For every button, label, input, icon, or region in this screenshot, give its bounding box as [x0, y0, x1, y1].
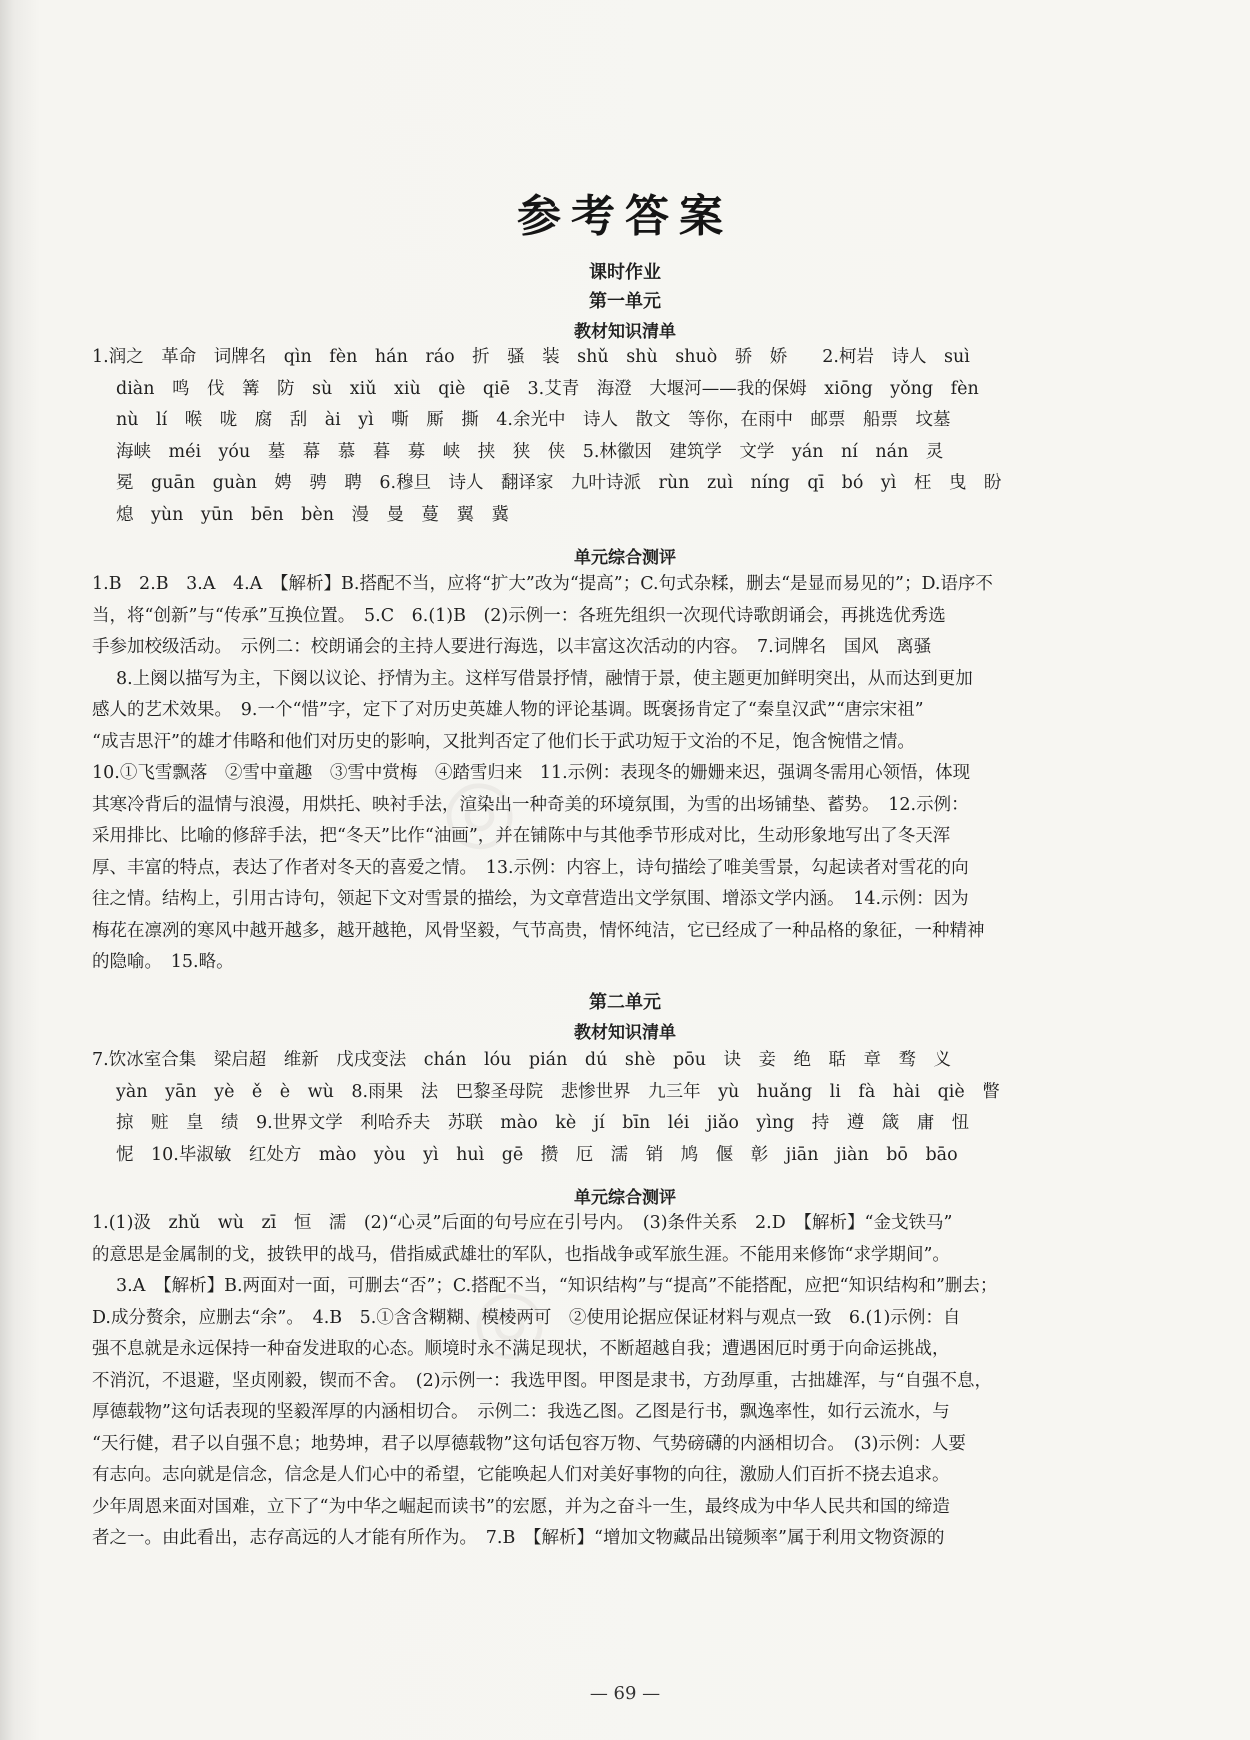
unit2-test-heading: 单元综合测评	[574, 1188, 676, 1208]
text-line: 梅花在凛冽的寒风中越开越多，越开越艳，风骨坚毅，气节高贵，情怀纯洁，它已经成了一种品格的象征，一种精神	[92, 920, 985, 941]
text-line: 的隐喻。 15.略。	[92, 952, 234, 972]
text-line: 厚德载物”这句话表现的坚毅浑厚的内涵相切合。 示例二：我选乙图。乙图是行书，飘逸率性，如行云流水，与	[92, 1402, 950, 1422]
unit1-knowledge-heading: 教材知识清单	[574, 322, 676, 342]
unit2-knowledge-list	[92, 1045, 1166, 1171]
faint-watermark: ◎	[456, 1260, 559, 1380]
page-number: — 69 —	[589, 1683, 661, 1704]
text-line: 者之一。由此看出，志存高远的人才能有所作为。 7.B 【解析】“增加文物藏品出镜频率”属于利用文物资源的	[92, 1528, 945, 1548]
unit2-test-answers	[92, 1208, 1166, 1555]
unit1-test-answers	[92, 569, 1166, 979]
text-line: 10.①飞雪飘落 ②雪中童趣 ③雪中赏梅 ④踏雪归来 11.示例：表现冬的姗姗来迟，强调冬需用心领悟，体现	[92, 763, 971, 783]
text-line: 往之情。结构上，引用古诗句，领起下文对雪景的描绘，为文章营造出文学氛围、增添文学内涵。 14.示例：因为	[92, 889, 969, 909]
text-line: 1.润之 革命 词牌名 qìn fèn hán ráo 折 骚 装 shǔ shù shuò 骄 娇 2.柯岩 诗人 suì	[92, 347, 970, 367]
unit2-knowledge-heading: 教材知识清单	[574, 1023, 676, 1043]
text-line: 怩 10.毕淑敏 红处方 mào yòu yì huì gē 攒 厄 濡 销 鸠 偃 彰 jiān jiàn bō bāo	[116, 1144, 958, 1165]
text-line: 少年周恩来面对国难，立下了“为中华之崛起而读书”的宏愿，并为之奋斗一生，最终成为中华人民共和国的缔造	[92, 1496, 950, 1517]
text-line: 冕 guān guàn 娉 骋 聘 6.穆旦 诗人 翻译家 九叶诗派 rùn zuì níng qī bó yì 枉 曳 盼	[116, 473, 1002, 493]
text-line: D.成分赘余，应删去“余”。 4.B 5.①含含糊糊、模棱两可 ②使用论据应保证材料与观点一致 6.(1)示例：自	[92, 1307, 961, 1328]
text-line: 当，将“创新”与“传承”互换位置。 5.C 6.(1)B (2)示例一：各班先组织一次现代诗歌朗诵会，再挑选优秀选	[92, 605, 946, 626]
text-line: 8.上阕以描写为主，下阕以议论、抒情为主。这样写借景抒情，融情于景，使主题更加鲜明突出，从而达到更加	[116, 668, 973, 689]
text-line: 1.(1)汲 zhǔ wù zī 恒 濡 (2)“心灵”后面的句号应在引号内。 (3)条件关系 2.D 【解析】“金戈铁马”	[92, 1213, 953, 1233]
text-line: 7.饮冰室合集 梁启超 维新 戊戌变法 chán lóu pián dú shè pōu 诀 妾 绝 聒 章 骛 义	[92, 1050, 951, 1070]
text-line: 3.A 【解析】B.两面对一面，可删去“否”；C.搭配不当，“知识结构”与“提高”不能搭配，应把“知识结构和”删去；	[116, 1276, 998, 1296]
text-line: 强不息就是永远保持一种奋发进取的心态。顺境时永不满足现状，不断超越自我；遭遇困厄时勇于向命运挑战，	[92, 1339, 950, 1359]
text-line: 手参加校级活动。 示例二：校朗诵会的主持人要进行海选，以丰富这次活动的内容。 7.词牌名 国风 离骚	[92, 637, 932, 657]
text-line: diàn 鸣 伐 篝 防 sù xiǔ xiù qiè qiē 3.艾青 海澄 大堰河——我的保姆 xiōng yǒng fèn	[116, 378, 979, 399]
page-title: 参考答案	[517, 191, 733, 242]
section-heading: 课时作业	[589, 262, 661, 283]
text-line: 掠 赃 皇 绩 9.世界文学 利哈乔夫 苏联 mào kè jí bīn léi jiǎo yìng 持 遵 箴 庸 忸	[116, 1113, 970, 1133]
text-line: nù lí 喉 咙 腐 刮 ài yì 嘶 厮 撕 4.余光中 诗人 散文 等你，在雨中 邮票 船票 坟墓	[116, 410, 951, 430]
text-line: 不消沉，不退避，坚贞刚毅，锲而不舍。 (2)示例一：我选甲图。甲图是隶书，方劲厚重，古拙雄浑，与“自强不息，	[92, 1370, 992, 1391]
text-line: 熄 yùn yūn bēn bèn 漫 曼 蔓 翼 冀	[116, 504, 510, 525]
text-line: 厚、丰富的特点，表达了作者对冬天的喜爱之情。 13.示例：内容上，诗句描绘了唯美雪景，勾起读者对雪花的向	[92, 857, 969, 878]
text-line: 采用排比、比喻的修辞手法，把“冬天”比作“油画”，并在铺陈中与其他季节形成对比，生动形象地写出了冬天浑	[92, 826, 951, 846]
text-line: “成吉思汗”的雄才伟略和他们对历史的影响，又批判否定了他们长于武功短于文治的不足，饱含惋惜之情。	[92, 731, 915, 752]
text-line: yàn yān yè ě è wù 8.雨果 法 巴黎圣母院 悲惨世界 九三年 yù huǎng li fà hài qiè 瞥	[116, 1081, 1000, 1102]
text-line: “天行健，君子以自强不息；地势坤，君子以厚德载物”这句话包容万物、气势磅礴的内涵相切合。 (3)示例：人要	[92, 1433, 966, 1454]
text-line: 1.B 2.B 3.A 4.A 【解析】B.搭配不当，应将“扩大”改为“提高”；C.句式杂糅，删去“是显而易见的”；D.语序不	[92, 574, 993, 594]
text-line: 感人的艺术效果。 9.一个“惜”字，定下了对历史英雄人物的评论基调。既褒扬肯定了“秦皇汉武”“唐宗宋祖”	[92, 700, 924, 720]
faint-watermark: ◎	[426, 750, 529, 870]
text-line: 的意思是金属制的戈，披铁甲的战马，借指威武雄壮的军队，也指战争或军旅生涯。不能用来修饰“求学期间”。	[92, 1244, 950, 1265]
text-line: 有志向。志向就是信念，信念是人们心中的希望，它能唤起人们对美好事物的向往，激励人们百折不挠去追求。	[92, 1465, 950, 1485]
unit1-knowledge-list	[92, 342, 1166, 531]
text-line: 海峡 méi yóu 墓 幕 慕 暮 募 峡 挟 狭 侠 5.林徽因 建筑学 文学 yán ní nán 灵	[116, 441, 944, 462]
unit2-heading: 第二单元	[589, 992, 661, 1013]
unit1-test-heading: 单元综合测评	[574, 548, 676, 568]
unit1-heading: 第一单元	[589, 291, 661, 312]
text-line: 其寒冷背后的温情与浪漫，用烘托、映衬手法，渲染出一种奇美的环境氛围，为雪的出场铺垫、蓄势。 12.示例：	[92, 794, 969, 815]
